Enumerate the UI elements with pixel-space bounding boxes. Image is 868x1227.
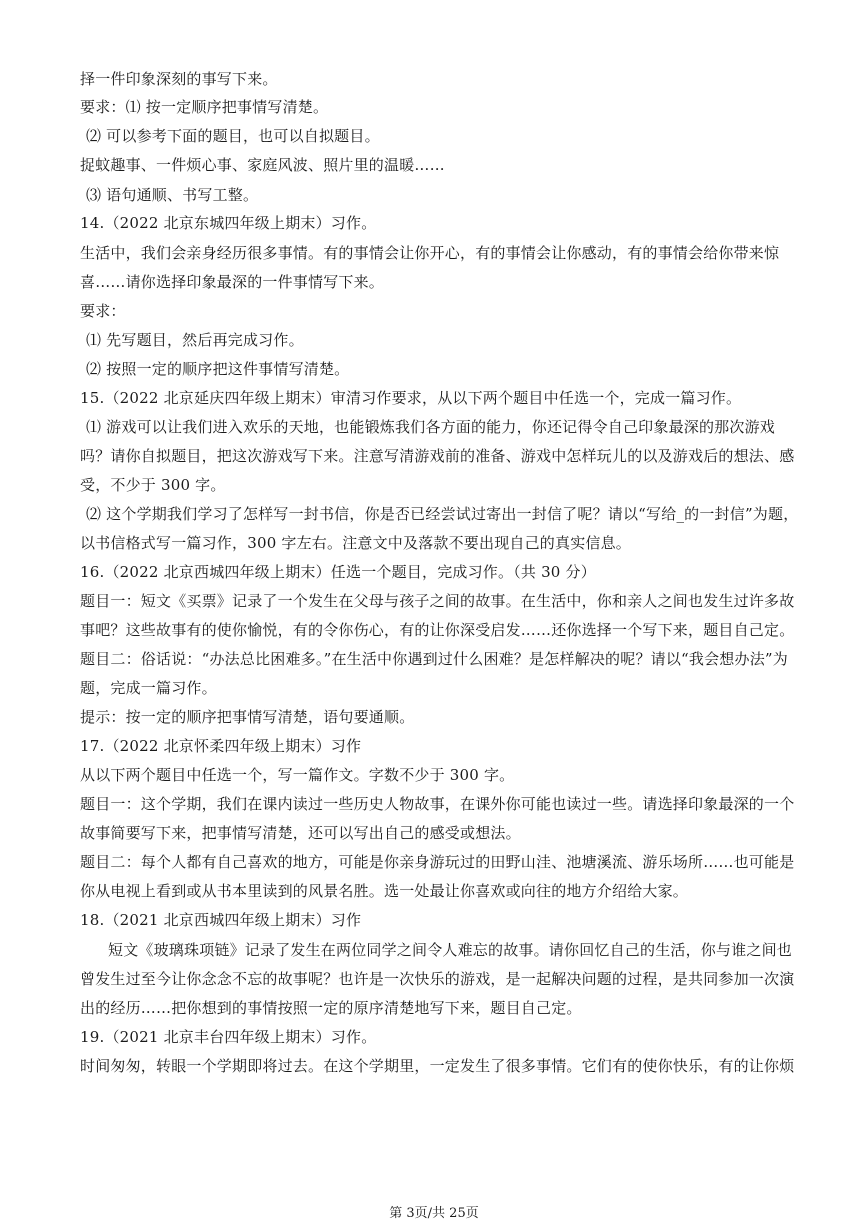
text-line: 生活中，我们会亲身经历很多事情。有的事情会让你开心，有的事情会让你感动，有的事情会给你带来惊: [80, 244, 780, 262]
question-heading: 17.（2022 北京怀柔四年级上期末）习作: [80, 737, 362, 755]
text-line: 捉蚊趣事、一件烦心事、家庭风波、照片里的温暖……: [80, 156, 445, 174]
question-heading: 16.（2022 北京西城四年级上期末）任选一个题目，完成习作。（共 30 分）: [80, 563, 596, 581]
text-line: 故事简要写下来，把事情写清楚，还可以写出自己的感受或想法。: [80, 824, 521, 842]
text-line: ⑶ 语句通顺、书写工整。: [86, 186, 259, 204]
text-line: ⑴ 先写题目，然后再完成习作。: [86, 331, 304, 349]
text-line: 你从电视上看到或从书本里读到的风景名胜。选一处最让你喜欢或向往的地方介绍给大家。: [80, 882, 689, 900]
text-line: 要求：: [80, 302, 126, 320]
text-line: ⑴ 游戏可以让我们进入欢乐的天地，也能锻炼我们各方面的能力，你还记得令自己印象最深的那次游戏: [86, 418, 775, 436]
text-line: 短文《玻璃珠项链》记录了发生在两位同学之间令人难忘的故事。请你回忆自己的生活，你与谁之间也: [108, 941, 793, 959]
text-line: 题，完成一篇习作。: [80, 679, 217, 697]
text-line: 吗？请你自拟题目，把这次游戏写下来。注意写清游戏前的准备、游戏中怎样玩儿的以及游戏后的想法、感: [80, 447, 795, 465]
text-line: 择一件印象深刻的事写下来。: [80, 70, 278, 88]
question-heading: 14.（2022 北京东城四年级上期末）习作。: [80, 214, 377, 232]
page-footer: 第 3页/共 25页: [389, 1206, 479, 1221]
text-line: 事吧？这些故事有的使你愉悦，有的令你伤心，有的让你深受启发……还你选择一个写下来，题目自己定。: [80, 621, 795, 639]
text-line: 题目二：俗话说：“办法总比困难多。”在生活中你遇到过什么困难？是怎样解决的呢？请以“我会想办法”为: [80, 650, 788, 668]
text-line: 喜……请你选择印象最深的一件事情写下来。: [80, 273, 385, 291]
text-line: 要求：⑴ 按一定顺序把事情写清楚。: [80, 98, 329, 116]
text-line: 题目一：短文《买票》记录了一个发生在父母与孩子之间的故事。在生活中，你和亲人之间也发生过许多故: [80, 592, 795, 610]
text-line: 题目二：每个人都有自己喜欢的地方，可能是你亲身游玩过的田野山洼、池塘溪流、游乐场所……也可能是: [80, 853, 795, 871]
question-heading: 18.（2021 北京西城四年级上期末）习作: [80, 911, 362, 929]
text-line: 曾发生过至今让你念念不忘的故事呢？也许是一次快乐的游戏，是一起解决问题的过程，是共同参加一次演: [80, 970, 795, 988]
text-line: 从以下两个题目中任选一个，写一篇作文。字数不少于 300 字。: [80, 766, 515, 784]
question-heading: 19.（2021 北京丰台四年级上期末）习作。: [80, 1028, 377, 1046]
text-line: 题目一：这个学期，我们在课内读过一些历史人物故事，在课外你可能也读过一些。请选择印象最深的一个: [80, 795, 795, 813]
text-line: 以书信格式写一篇习作，300 字左右。注意文中及落款不要出现自己的真实信息。: [80, 534, 632, 552]
question-heading: 15.（2022 北京延庆四年级上期末）审清习作要求，从以下两个题目中任选一个，完成一篇习作。: [80, 389, 742, 407]
text-line: 提示：按一定的顺序把事情写清楚，语句要通顺。: [80, 708, 415, 726]
text-line: ⑵ 这个学期我们学习了怎样写一封书信，你是否已经尝试过寄出一封信了呢？请以“写给_的一封信”为题，: [86, 505, 799, 523]
text-line: 受，不少于 300 字。: [80, 476, 226, 494]
text-line: ⑵ 可以参考下面的题目，也可以自拟题目。: [86, 127, 380, 145]
text-line: ⑵ 按照一定的顺序把这件事情写清楚。: [86, 360, 350, 378]
text-line: 时间匆匆，转眼一个学期即将过去。在这个学期里，一定发生了很多事情。它们有的使你快乐，有的让你烦: [80, 1057, 795, 1075]
text-line: 出的经历……把你想到的事情按照一定的原序清楚地写下来，题目自己定。: [80, 999, 582, 1017]
